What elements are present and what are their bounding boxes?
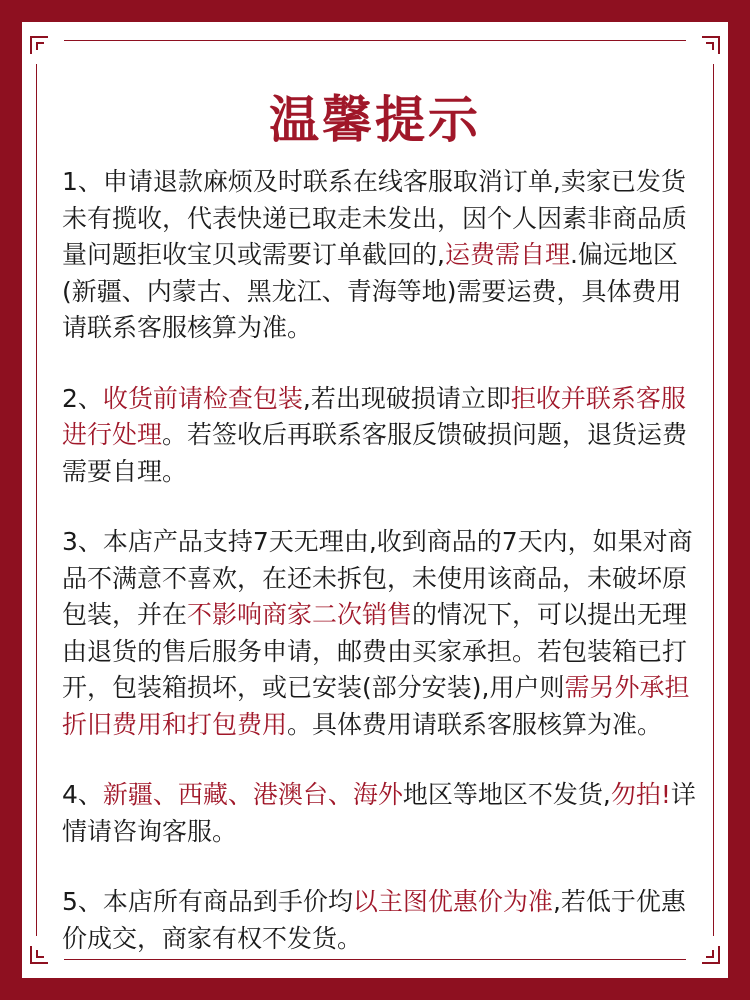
notice-paragraph: [62, 164, 698, 347]
corner-ornament-icon: [702, 946, 720, 964]
paragraph-text: 的情况下，可以提出无理由退货的售后服务申请，邮费由买家承担。若包装箱已打开，包装箱损坏，或已安装(部分安装),用户则: [62, 600, 688, 702]
paragraph-text: 。具体费用请联系客服核算为准。: [287, 709, 663, 739]
right-border-line: [713, 64, 714, 936]
page-title: 温馨提示: [269, 91, 481, 149]
notice-paragraph: [62, 777, 698, 850]
paragraph-text: 1、申请退款麻烦及时联系在线客服取消订单,卖家已发货未有揽收，代表快递已取走未发出，因个人因素非商品质量问题拒收宝贝或需要订单截回的,: [62, 167, 688, 269]
highlight-text: 勿拍!: [610, 780, 671, 809]
highlight-text: 以主图优惠价为准: [352, 887, 553, 916]
highlight-text: 运费需自理: [444, 240, 570, 269]
highlight-text: 收货前请检查包装: [102, 383, 303, 413]
corner-ornament-icon: [30, 36, 48, 54]
paragraph-text: 4、: [62, 780, 103, 809]
corner-ornament-icon: [30, 946, 48, 964]
highlight-text: 需另外承担折旧费用和打包费用: [62, 673, 690, 739]
paragraph-text: .偏远地区(新疆、内蒙古、黑龙江、青海等地)需要运费，具体费用请联系客服核算为准。: [62, 240, 682, 342]
corner-ornament-icon: [702, 36, 720, 54]
notice-paragraph: [62, 381, 698, 491]
highlight-text: 新疆、西藏、港澳台、海外: [102, 780, 403, 809]
notice-paragraph: [62, 524, 698, 743]
notice-paragraph: [62, 884, 698, 957]
left-border-line: [36, 64, 37, 936]
paragraph-text: 。若签收后再联系客服反馈破损问题，退货运费需要自理。: [62, 420, 688, 486]
paragraph-text: ,若出现破损请立即: [302, 383, 511, 413]
paragraph-text: 2、: [62, 383, 103, 413]
paragraph-text: 5、本店所有商品到手价均: [62, 887, 353, 916]
paragraph-text: ,若低于优惠价成交，商家有权不发货。: [62, 887, 686, 953]
paragraph-text: 3、本店产品支持7天无理由,收到商品的7天内，如果对商品不满意不喜欢，在还未拆包，未使用该商品，未破坏原包装，并在: [62, 527, 693, 629]
highlight-text: 拒收并联系客服进行处理: [62, 383, 686, 449]
highlight-text: 不影响商家二次销售: [187, 600, 413, 629]
top-border-line: [64, 40, 686, 41]
notice-card: [22, 22, 728, 978]
paragraph-text: 地区等地区不发货,: [402, 780, 611, 809]
paragraph-text: 详情请咨询客服。: [62, 780, 696, 846]
notice-content: [62, 164, 698, 991]
